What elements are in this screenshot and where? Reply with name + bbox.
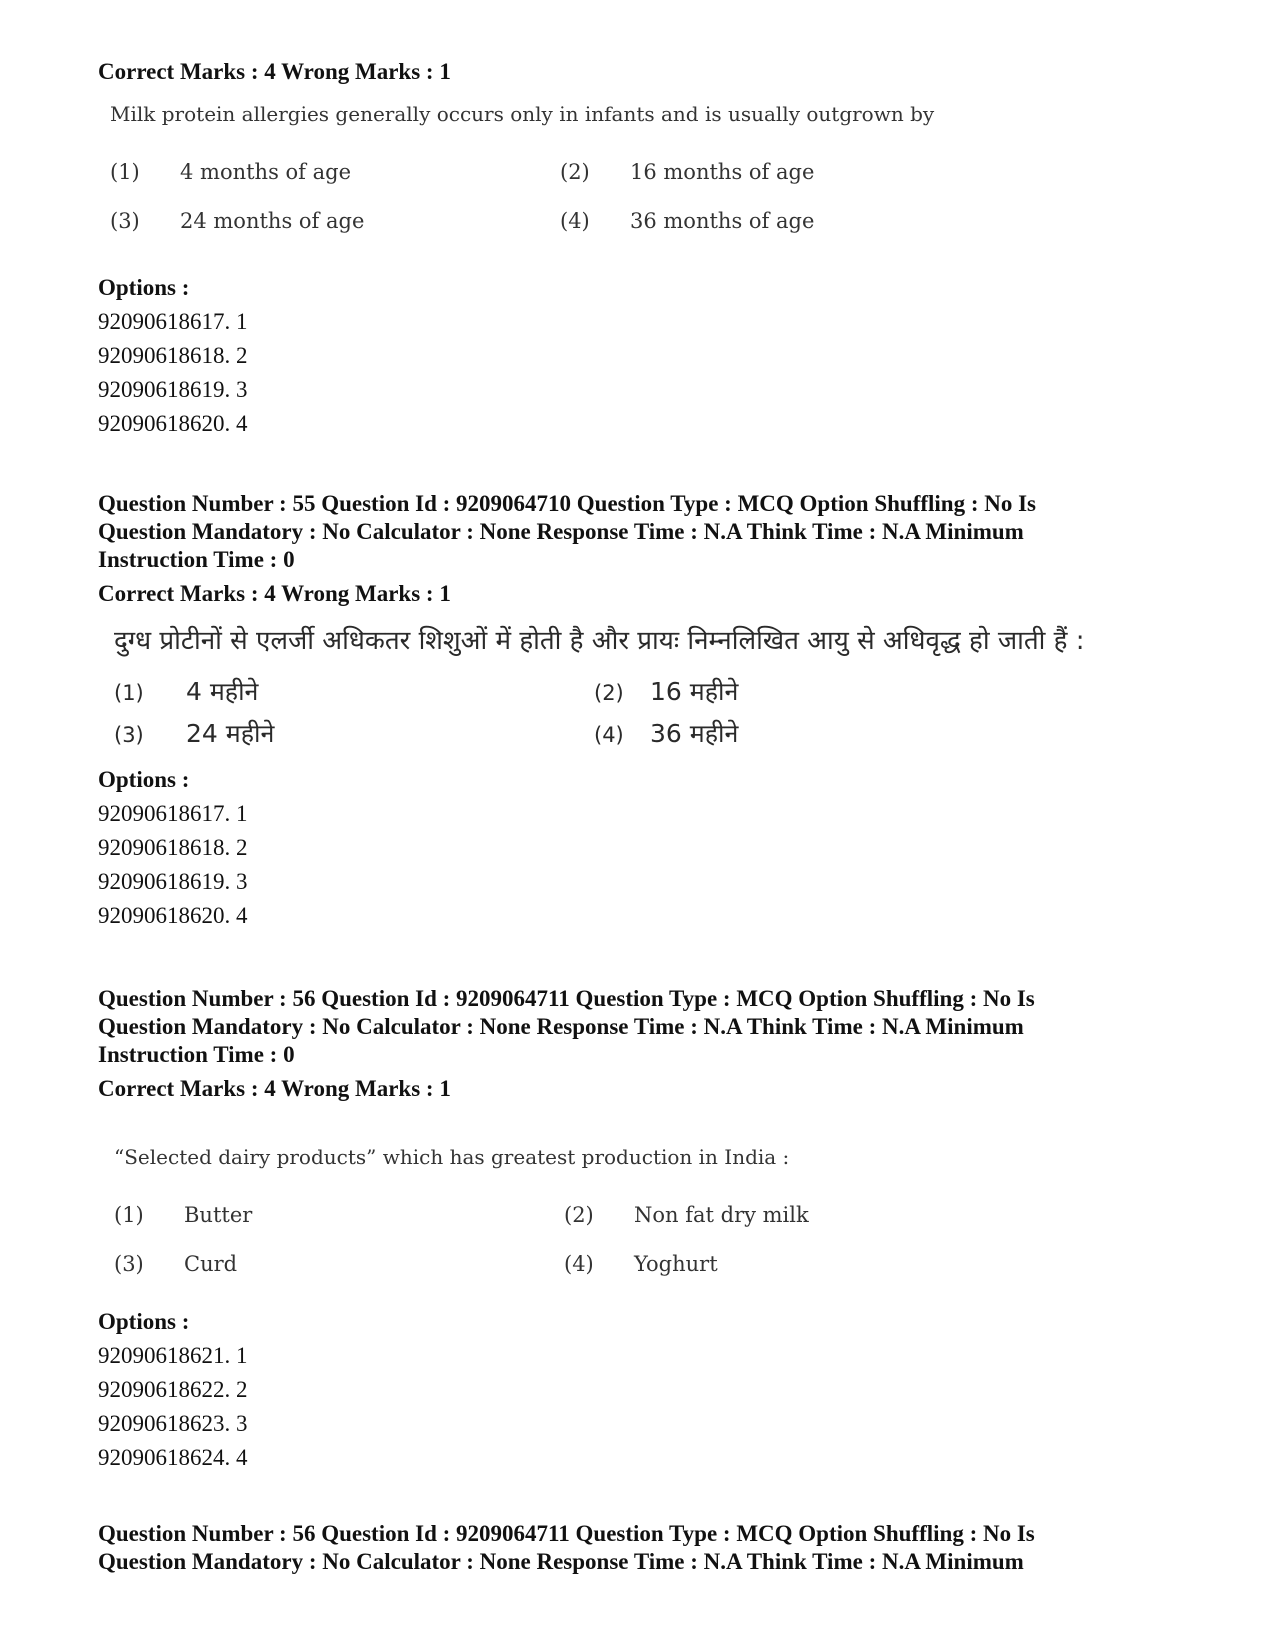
question-meta-line: Question Number : 55 Question Id : 9209064710 Question Type : MCQ Option Shuffling : No Is	[98, 491, 1037, 516]
question-meta-line: Question Number : 56 Question Id : 9209064711 Question Type : MCQ Option Shuffling : No Is	[98, 1521, 1035, 1546]
marks-line: Correct Marks : 4 Wrong Marks : 1	[98, 581, 451, 606]
question-56-repeat-header	[98, 1520, 1188, 1576]
question-55-header	[98, 490, 1188, 608]
question-image-56-en	[114, 1144, 1114, 1294]
option-line: 92090618618. 2	[98, 343, 248, 368]
option-line: 92090618617. 1	[98, 801, 248, 826]
question-meta-line: Question Mandatory : No Calculator : None Response Time : N.A Think Time : N.A Minimum	[98, 519, 1024, 544]
option-line: 92090618619. 3	[98, 377, 248, 402]
options-heading: Options :	[98, 767, 190, 792]
question-54-block	[98, 58, 1188, 86]
choice-number: (4)	[560, 209, 590, 233]
option-line: 92090618623. 3	[98, 1411, 248, 1436]
question-image-54-en	[110, 101, 1110, 251]
option-line: 92090618619. 3	[98, 869, 248, 894]
choice-4	[560, 208, 814, 234]
choice-text: 16 महीने	[650, 677, 739, 706]
choice-number: (3)	[114, 723, 144, 747]
option-line: 92090618624. 4	[98, 1445, 248, 1470]
choice-3	[110, 208, 364, 234]
choice-number: (4)	[594, 723, 624, 747]
choice-text: 16 months of age	[630, 160, 815, 184]
choice-4	[594, 720, 738, 749]
choice-1	[110, 159, 351, 185]
question-stem: “Selected dairy products” which has greatest production in India :	[114, 1145, 790, 1169]
choice-number: (2)	[564, 1203, 594, 1227]
choice-text: Non fat dry milk	[634, 1203, 809, 1227]
question-56-header	[98, 985, 1188, 1103]
choice-number: (2)	[560, 160, 590, 184]
option-line: 92090618617. 1	[98, 309, 248, 334]
choice-text: 24 महीने	[186, 719, 275, 748]
question-image-55-hi	[114, 626, 1154, 766]
choice-3	[114, 1251, 237, 1277]
option-line: 92090618618. 2	[98, 835, 248, 860]
choice-2	[564, 1202, 809, 1228]
choice-2	[560, 159, 814, 185]
choice-3	[114, 720, 274, 749]
options-heading: Options :	[98, 1309, 190, 1334]
choice-number: (1)	[114, 1203, 144, 1227]
choice-text: 36 months of age	[630, 209, 815, 233]
options-56-block	[98, 1308, 1188, 1478]
option-line: 92090618622. 2	[98, 1377, 248, 1402]
options-54-block	[98, 274, 1188, 444]
marks-line: Correct Marks : 4 Wrong Marks : 1	[98, 59, 451, 84]
marks-line: Correct Marks : 4 Wrong Marks : 1	[98, 1076, 451, 1101]
question-meta-line: Instruction Time : 0	[98, 547, 295, 572]
choice-text: 4 महीने	[186, 677, 259, 706]
option-line: 92090618620. 4	[98, 903, 248, 928]
choice-number: (4)	[564, 1252, 594, 1276]
option-line: 92090618620. 4	[98, 411, 248, 436]
question-stem: Milk protein allergies generally occurs only in infants and is usually outgrown by	[110, 102, 935, 126]
choice-text: 36 महीने	[650, 719, 739, 748]
option-line: 92090618621. 1	[98, 1343, 248, 1368]
choice-text: 4 months of age	[180, 160, 352, 184]
choice-text: 24 months of age	[180, 209, 365, 233]
choice-4	[564, 1251, 718, 1277]
choice-2	[594, 678, 738, 707]
question-meta-line: Question Mandatory : No Calculator : None Response Time : N.A Think Time : N.A Minimum	[98, 1549, 1024, 1574]
choice-text: Yoghurt	[634, 1252, 718, 1276]
choice-number: (1)	[110, 160, 140, 184]
choice-text: Curd	[184, 1252, 238, 1276]
question-meta-line: Question Number : 56 Question Id : 9209064711 Question Type : MCQ Option Shuffling : No Is	[98, 986, 1035, 1011]
choice-number: (3)	[110, 209, 140, 233]
question-meta-line: Question Mandatory : No Calculator : None Response Time : N.A Think Time : N.A Minimum	[98, 1014, 1024, 1039]
choice-number: (2)	[594, 681, 624, 705]
question-meta-line: Instruction Time : 0	[98, 1042, 295, 1067]
choice-1	[114, 1202, 252, 1228]
choice-text: Butter	[184, 1203, 253, 1227]
choice-number: (3)	[114, 1252, 144, 1276]
question-stem: दुग्ध प्रोटीनों से एलर्जी अधिकतर शिशुओं में होती है और प्रायः निम्नलिखित आयु से अधिवृद्ध हो जाती हैं :	[114, 626, 1085, 656]
options-55-block	[98, 766, 1188, 936]
options-heading: Options :	[98, 275, 190, 300]
choice-number: (1)	[114, 681, 144, 705]
choice-1	[114, 678, 258, 707]
